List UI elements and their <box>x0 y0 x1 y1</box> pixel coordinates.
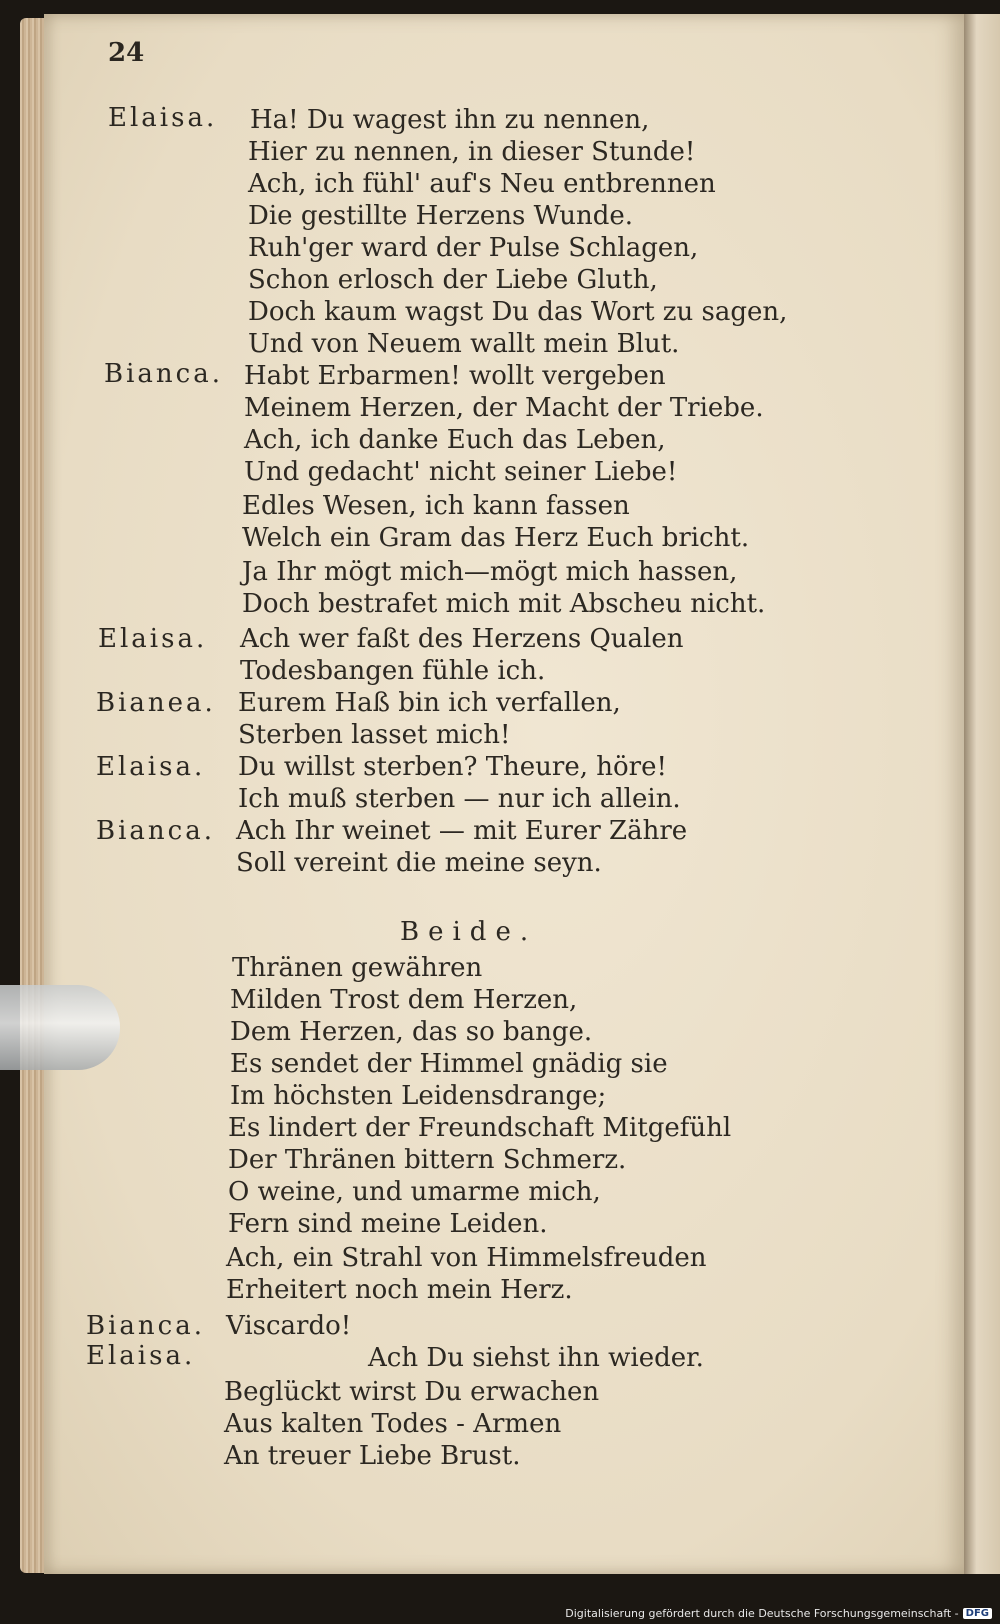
verse-line: Doch kaum wagst Du das Wort zu sagen, <box>248 297 788 327</box>
verse-line: Schon erlosch der Liebe Gluth, <box>248 265 658 295</box>
verse-line: Soll vereint die meine seyn. <box>236 848 602 878</box>
verse-line: Ach wer faßt des Herzens Qualen <box>240 624 684 654</box>
verse-line: Der Thränen bittern Schmerz. <box>228 1145 627 1175</box>
verse-line: Ach, ich fühl' auf's Neu entbrennen <box>248 169 716 199</box>
verse-line: Edles Wesen, ich kann fassen <box>242 491 630 521</box>
verse-line: Doch bestrafet mich mit Abscheu nicht. <box>242 589 766 619</box>
verse-line: Beglückt wirst Du erwachen <box>224 1377 600 1407</box>
verse-line: Erheitert noch mein Herz. <box>226 1275 573 1305</box>
verse-line: Sterben lasset mich! <box>238 720 511 750</box>
verse-line: Ruh'ger ward der Pulse Schlagen, <box>248 233 699 263</box>
verse-line: Es sendet der Himmel gnädig sie <box>230 1049 668 1079</box>
speaker-label: Elaisa. <box>108 103 218 133</box>
verse-line: Habt Erbarmen! wollt vergeben <box>244 361 666 391</box>
verse-line: An treuer Liebe Brust. <box>224 1441 521 1471</box>
verse-line: Ja Ihr mögt mich—mögt mich hassen, <box>242 557 738 587</box>
verse-line: Und von Neuem wallt mein Blut. <box>248 329 680 359</box>
speaker-label: Bianca. <box>86 1311 205 1341</box>
section-heading: Beide. <box>400 917 538 947</box>
verse-line: Du willst sterben? Theure, höre! <box>238 752 667 782</box>
verse-line: Ha! Du wagest ihn zu nennen, <box>250 105 650 135</box>
page-number: 24 <box>108 38 145 68</box>
verse-line: Es lindert der Freundschaft Mitgefühl <box>228 1113 732 1143</box>
verse-line: Eurem Haß bin ich verfallen, <box>238 688 621 718</box>
verse-line: Viscardo! <box>226 1311 352 1341</box>
speaker-label: Bianea. <box>96 688 216 718</box>
digitization-credit <box>565 1607 992 1620</box>
book-gutter <box>964 14 1000 1574</box>
verse-line: Thränen gewähren <box>232 953 483 983</box>
verse-line: Welch ein Gram das Herz Euch bricht. <box>242 523 750 553</box>
verse-line: Ach Du siehst ihn wieder. <box>368 1343 704 1373</box>
verse-line: Ach Ihr weinet — mit Eurer Zähre <box>236 816 688 846</box>
speaker-label: Bianca. <box>104 359 223 389</box>
speaker-label: Bianca. <box>96 816 215 846</box>
verse-line: Ich muß sterben — nur ich allein. <box>238 784 681 814</box>
verse-line: Dem Herzen, das so bange. <box>230 1017 593 1047</box>
verse-line: Ach, ich danke Euch das Leben, <box>244 425 666 455</box>
verse-line: Milden Trost dem Herzen, <box>230 985 578 1015</box>
verse-line: Und gedacht' nicht seiner Liebe! <box>244 457 678 487</box>
speaker-label: Elaisa. <box>96 752 206 782</box>
speaker-label: Elaisa. <box>98 624 208 654</box>
verse-line: Aus kalten Todes - Armen <box>224 1409 562 1439</box>
verse-line: Fern sind meine Leiden. <box>228 1209 548 1239</box>
speaker-label: Elaisa. <box>86 1341 196 1371</box>
verse-line: Hier zu nennen, in dieser Stunde! <box>248 137 696 167</box>
verse-line: Die gestillte Herzens Wunde. <box>248 201 634 231</box>
verse-line: Im höchsten Leidensdrange; <box>230 1081 607 1111</box>
dfg-logo: DFG <box>963 1608 992 1619</box>
verse-line: O weine, und umarme mich, <box>228 1177 601 1207</box>
verse-line: Todesbangen fühle ich. <box>240 656 546 686</box>
credit-text: Digitalisierung gefördert durch die Deutsche Forschungsgemeinschaft - <box>565 1607 959 1620</box>
verse-line: Ach, ein Strahl von Himmelsfreuden <box>226 1243 707 1273</box>
page-clip <box>0 985 120 1070</box>
verse-line: Meinem Herzen, der Macht der Triebe. <box>244 393 764 423</box>
